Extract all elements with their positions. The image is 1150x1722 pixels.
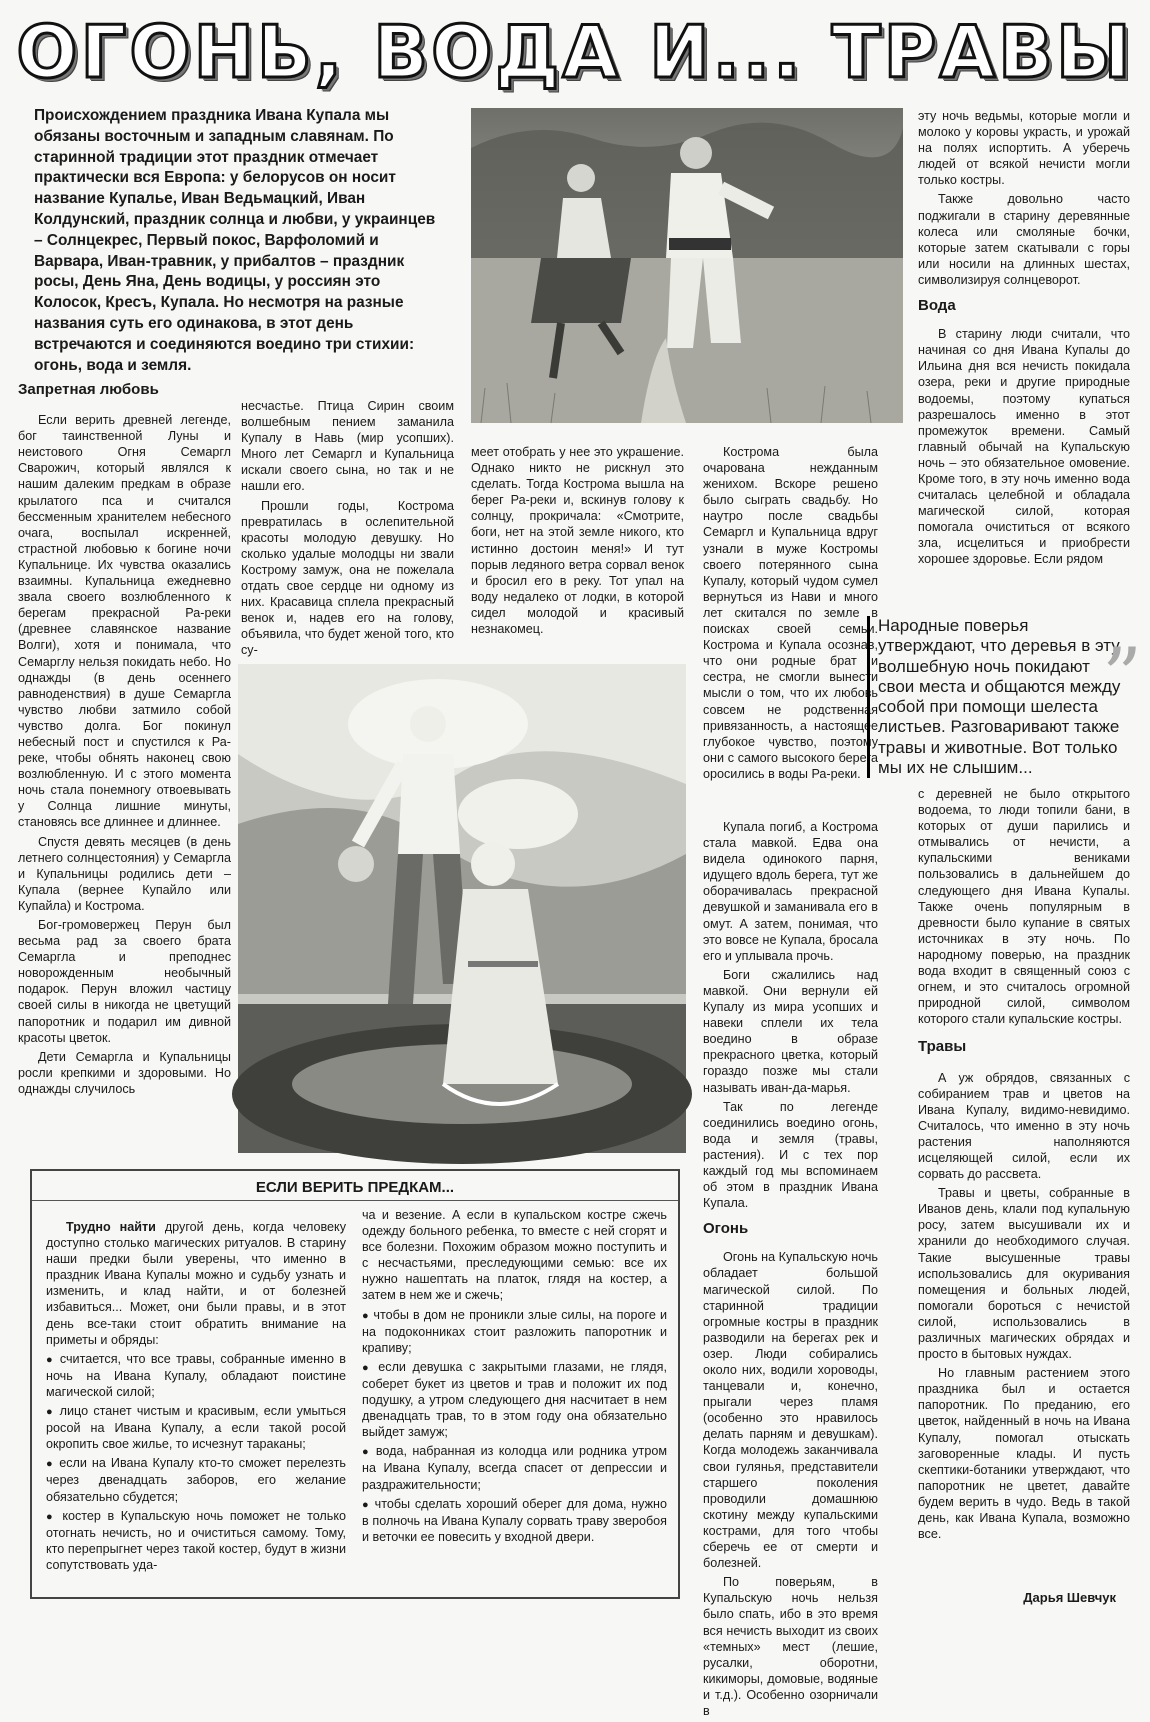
column-4-lower — [703, 819, 878, 1722]
photo-couple-jumping — [471, 108, 903, 423]
sidebar-box-ancestors — [30, 1169, 680, 1599]
sidebar-lead-text: другой день, когда человеку доступно столько магических ритуалов. В старину наши предки были уверены, что именно в праздник Ивана Купалы можно и судьбу узнать и изменить, и клад найти, и от болезней избавиться... Может, они были правы, и в этот день все-таки стоит обратить внимание на приметы и обряды: — [46, 1220, 346, 1347]
lead-paragraph: Происхождением праздника Ивана Купала мы обязаны восточным и западным славянам. По старинной традиции этот праздник отмечает практически вся Европа: у белорусов он носит название Купалье, Иван Ведьмацкий, Иван Колдунский, праздник солнца и любви, у украинцев – Солнцекрес, Первый покос, Варфоломий и Варвара, Иван-травник, у прибалтов – праздник росы, День Яна, День водицы, у россиян это Колосок, Кресъ, Купала. Но несмотря на разные названия суть его одинакова, в этот день встречаются и соединяются воедино три стихии: огонь, вода и земля. — [34, 107, 436, 374]
sidebar-list-item: если девушка с закрытыми глазами, не глядя, соберет букет из цветов и трав и положит их под подушку, а утром следующего дня насчитает в нем двенадцать трав, то в этом году она обязательно выйдет замуж; — [362, 1359, 667, 1440]
col5-paragraph: Также довольно часто поджигали в старину деревянные колеса или смоляные бочки, которые затем скатывали с горы или носили на длинных шестах, символизируя солнцеворот. — [918, 192, 1130, 287]
sidebar-list-item: если на Ивана Купалу кто-то сможет перелезть через двенадцать заборов, его желание обязательно сбудется; — [46, 1456, 346, 1504]
sidebar-box-title: ЕСЛИ ВЕРИТЬ ПРЕДКАМ... — [32, 1179, 678, 1201]
quote-mark-icon: ” — [1102, 632, 1142, 722]
column-5-lower — [918, 786, 1130, 1545]
col4-paragraph: Кострома была очарована нежданным женихом. Вскоре решено было сыграть свадьбу. Но наутро после свадьбы Семаргл и Купальница вдруг узнали в муже Костромы своего потерянного сына Купалу, который чудом сумел вернуться из Нави и много лет скитался по земле в поисках своей семьи. Кострома и Купала осознав, что они родные брат и сестра, не смогли вынести мысли о том, что их любовь совсем не родственная привязанность, а настоящее глубокое чувство, поэтому они с самого высокого берега оросились в воды Ра-реки. — [703, 445, 878, 781]
col1-paragraph: Бог-громовержец Перун был весьма рад за своего брата Семаргла и преподнес новорожденным необычный подарок. Перун вложил частицу своей силы в никогда не цветущий папоротник и подарил им дивной красоты цветок. — [18, 918, 231, 1045]
sidebar-list-item: вода, набранная из колодца или родника утром на Ивана Купалу, всегда спасет от депрессии и раздражительности; — [362, 1444, 667, 1492]
pull-quote — [867, 616, 1142, 778]
bullet-icon: ● — [362, 1309, 370, 1322]
sidebar-box-column-2 — [362, 1207, 667, 1548]
section-heading-forbidden-love: Запретная любовь — [18, 381, 159, 398]
col4-paragraph: Так по легенде соединились воедино огонь, вода и земля (травы, растения). И с тех пор каждый год мы вспоминаем об этом в праздник Ивана Купала. — [703, 1099, 878, 1211]
author-signature: Дарья Шевчук — [1023, 1590, 1116, 1605]
headline: ОГОНЬ, ВОДА И... ТРАВЫ — [16, 10, 1134, 94]
bullet-icon: ● — [362, 1446, 371, 1459]
sidebar-continuation: ча и везение. А если в купальском костре сжечь одежду больного ребенка, то вместе с ней сгорят и все болезни. Похожим образом можно поступить и с несчастьями, преследующими семью: все их нужно нашептать на платок, глядя на костер, а затем в нем же и сжечь; — [362, 1208, 667, 1303]
col5-paragraph: с деревней не было открытого водоема, то люди топили бани, в которых от души парились и отмывались от нечисти, а купальскими вениками пользовались в дальнейшем до следующего дня Ивана Купалы. Также очень популярным в древности было купание в святых источниках в эту ночь. По народному поверью, на праздник вода входит в священный союз с огнем, и это считалось огромной природной силой, символом которого стали купальские костры. — [918, 787, 1130, 1027]
painting-kupala-kostroma — [238, 664, 686, 1153]
bullet-icon: ● — [46, 1458, 55, 1471]
col5-paragraph: Травы и цветы, собранные в Иванов день, клали под купальную росу, затем высушивали их и хранили до необходимого случая. Такие высушенные травы использовались для окуривания помещения и больных людей, помогали бороться с нечистой силой, использовались в различных магических обрядах и просто в бытовых нуждах. — [918, 1186, 1130, 1362]
section-heading-fire: Огонь — [703, 1220, 749, 1238]
column-3 — [471, 444, 684, 640]
sidebar-list-item: считается, что все травы, собранные именно в ночь на Ивана Купалу, обладают поистине магической силой; — [46, 1351, 347, 1399]
col3-paragraph: меет отобрать у нее это украшение. Однако никто не рискнул это сделать. Тогда Кострома вышла на берег Ра-реки и, вскинув голову к солнцу, прокричала: «Смотрите, боги, нет на этой земле никого, кто истинно достоин меня!» И тут порыв ледяного ветра сорвал венок и бросил его в реку. Тот упал на воду недалеко от лодки, в которой сидел молодой и красивый незнакомец. — [471, 445, 684, 637]
column-5-upper — [918, 108, 1130, 571]
column-4-upper — [703, 444, 878, 785]
column-2 — [241, 398, 454, 662]
col4-paragraph: Купала погиб, а Кострома стала мавкой. Едва она видела одинокого парня, идущего вдоль берега, тут же оборачивалась прекрасной девушкой и заманивала его в омут. А затем, понимая, что это вовсе не Купала, бросала его и уплывала прочь. — [703, 820, 878, 963]
col1-paragraph: Если верить древней легенде, бог таинственной Луны и неистового Огня Семаргл Сварожич, который являлся к нашим далеким предкам в образе крылатого пса и считался бессменным хранителем небесного очага, воспылал искренней, страстной любовью к богине ночи Купальнице. Их чувства оказались взаимны. Купальница ежедневно звала своего возлюбленного к берегам прекрасной Ра-реки (древнее славянское название Волги), хотя и понимала, что Семарглу нельзя покидать небо. Но однажды (в день осеннего равноденствия) в душе Семаргла чувство любви затмило собой чувство долга. Бог покинул небесный пост и спустился к Ра-реке, чтобы обнять наконец свою возлюбленную. И с этого момента ночь стала понемногу отвоевывать у Солнца лишние минуты, становясь все длиннее и длиннее. — [18, 413, 231, 830]
sidebar-lead-bold: Трудно найти — [66, 1220, 156, 1234]
sidebar-list-item: лицо станет чистым и красивым, если умыться росой на Ивана Купалу, а если такой росой окропить свое жилье, то исчезнут тараканы; — [46, 1404, 346, 1452]
col4-paragraph: По поверьям, в Купальскую ночь нельзя было спать, ибо в это время вся нечисть выходит из своих «темных» мест (лешие, русалки, оборотни, кикиморы, домовые, водяные и т.д.). Особенно озорничали в — [703, 1575, 878, 1718]
sidebar-box-column-1 — [46, 1219, 346, 1576]
sidebar-list-item: костер в Купальскую ночь поможет не только отогнать нечисть, но и очиститься самому. Тому, кто перепрыгнет через такой костер, будут в жизни сопутствовать уда- — [46, 1508, 346, 1572]
sidebar-list-item: чтобы в дом не проникли злые силы, на пороге и на подоконниках стоит разложить папоротник и крапиву; — [362, 1307, 667, 1355]
col2-paragraph: Прошли годы, Кострома превратилась в ослепительной красоты молодую девушку. Но сколько удалые молодцы ни звали Кострому замуж, она не пожелала отдать свое сердце ни одному из них. Красавица сплела прекрасный венок и, надев его на голову, объявила, что будет женой того, кто су- — [241, 498, 454, 658]
col2-paragraph: несчастье. Птица Сирин своим волшебным пением заманила Купалу в Навь (мир усопших). Много лет Семаргл и Купальница искали своего сына, но так и не нашли его. — [241, 399, 454, 494]
col4-paragraph: Боги сжалились над мавкой. Они вернули ей Купалу из мира усопших и навеки сплели их тела воедино в образе прекрасного цветка, который гораздо позже мы стали называть иван-да-марья. — [703, 967, 878, 1095]
col5-paragraph: А уж обрядов, связанных с собиранием трав и цветов на Ивана Купалу, видимо-невидимо. Считалось, что именно в эту ночь растения наполняются исцеляющей силой, если их сорвать до рассвета. — [918, 1070, 1130, 1182]
section-heading-water: Вода — [918, 297, 956, 315]
bullet-icon: ● — [46, 1353, 55, 1366]
bullet-icon: ● — [362, 1361, 372, 1374]
pull-quote-text: Народные поверья утверждают, что деревья в эту волшебную ночь покидают свои места и общаются между собой при помощи шелеста листьев. Разговаривают также травы и животные. Вот только мы их не слышим... — [878, 616, 1121, 778]
bullet-icon: ● — [46, 1510, 56, 1523]
col5-paragraph: эту ночь ведьмы, которые могли и молоко у коровы украсть, и урожай на полях испортить. А уберечь людей от всякой нечисти могли только костры. — [918, 109, 1130, 188]
col4-paragraph: Огонь на Купальскую ночь обладает большой магической силой. По старинной традиции огромные костры в праздник разводили на берегах рек и озер. Люди собирались около них, водили хороводы, танцевали и, конечно, прыгали через пламя (особенно это нравилось делать парням и девушкам). Когда молодежь заканчивала свои гулянья, представители старшего поколения проводили домашнюю скотину между купальскими кострами, для того чтобы сберечь ее от смерти и болезней. — [703, 1250, 878, 1571]
sidebar-list-item: чтобы сделать хороший оберег для дома, нужно в полночь на Ивана Купалу сорвать траву зверобоя и веточки ее повесить у входной двери. — [362, 1496, 667, 1544]
col5-paragraph: Но главным растением этого праздника был и остается папоротник. По преданию, его цветок, найденный в ночь на Ивана Купалу, помогал отыскать заговоренные клады. И пусть скептики-ботаники утверждают, что папоротник не цветет, давайте будем верить в чудо. Ведь в такой день, как Ивана Купала, возможно все. — [918, 1366, 1130, 1542]
col1-paragraph: Спустя девять месяцев (в день летнего солнцестояния) у Семаргла и Купальницы родились дети – Купала (вернее Купайло или Купайла) и Кострома. — [18, 834, 231, 913]
column-1 — [18, 380, 231, 1100]
col1-paragraph: Дети Семаргла и Купальницы росли крепкими и здоровыми. Но однажды случилось — [18, 1049, 231, 1096]
section-heading-herbs: Травы — [918, 1038, 967, 1056]
bullet-icon: ● — [362, 1498, 370, 1511]
bullet-icon: ● — [46, 1406, 55, 1419]
col5-paragraph: В старину люди считали, что начиная со дня Ивана Купалы до Ильина дня вся нечисть покидала озера, реки и другие природные водоемы, поэтому купаться разрешалось именно в этот промежуток времени. Самый главный обычай на Купальскую ночь – это обязательное омовение. Кроме того, в эту ночь именно вода считалась целебной и обладала магической силой, которая помогала очиститься от всякого зла, исцелиться и приобрести хорошее здоровье. Если рядом — [918, 327, 1130, 567]
